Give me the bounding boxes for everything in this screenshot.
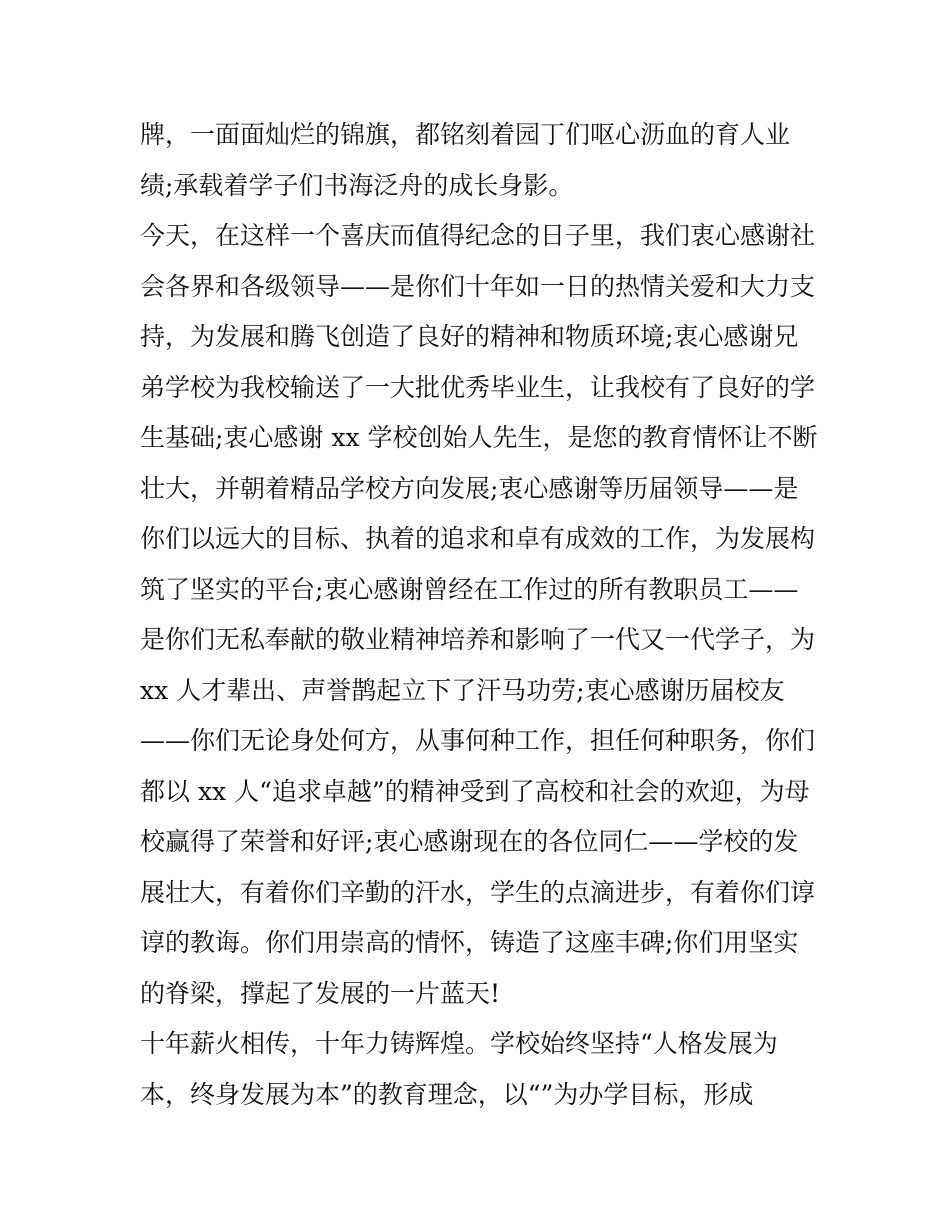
text-line: 的脊梁，撑起了发展的一片蓝天!	[140, 978, 501, 1008]
text-line: 本，终身发展为本”的教育理念，以“”为办学目标，形成	[140, 1079, 754, 1109]
text-line: 展壮大，有着你们辛勤的汗水，学生的点滴进步，有着你们谆	[140, 877, 816, 907]
text-line: 壮大，并朝着精品学校方向发展;衷心感谢等历届领导——是	[140, 473, 799, 503]
text-line: 会各界和各级领导——是你们十年如一日的热情关爱和大力支	[140, 271, 816, 301]
text-line: 生基础;衷心感谢 xx 学校创始人先生，是您的教育情怀让不断	[140, 423, 818, 452]
text-line: 你们以远大的目标、执着的追求和卓有成效的工作，为发展构	[140, 524, 816, 553]
text-line: 校赢得了荣誉和好评;衷心感谢现在的各位同仁——学校的发	[140, 827, 799, 856]
text-line: 绩;承载着学子们书海泛舟的成长身影。	[140, 170, 574, 200]
text-line: 都以 xx 人“追求卓越”的精神受到了高校和社会的欢迎，为母	[140, 776, 810, 806]
text-line: ——你们无论身处何方，从事何种工作，担任何种职务，你们	[140, 726, 816, 755]
text-line: xx 人才辈出、声誉鹊起立下了汗马功劳;衷心感谢历届校友	[140, 675, 785, 705]
text-line: 持，为发展和腾飞创造了良好的精神和物质环境;衷心感谢兄	[140, 322, 799, 351]
text-line: 牌，一面面灿烂的锦旗，都铭刻着园丁们呕心沥血的育人业	[140, 120, 791, 149]
text-line: 筑了坚实的平台;衷心感谢曾经在工作过的所有教职员工——	[140, 574, 799, 604]
text-line: 弟学校为我校输送了一大批优秀毕业生，让我校有了良好的学	[140, 372, 816, 402]
text-line: 今天，在这样一个喜庆而值得纪念的日子里，我们衷心感谢社	[140, 221, 816, 250]
text-line: 十年薪火相传，十年力铸辉煌。学校始终坚持“人格发展为	[140, 1029, 778, 1058]
text-line: 谆的教诲。你们用崇高的情怀，铸造了这座丰碑;你们用坚实	[140, 928, 799, 957]
text-line: 是你们无私奉献的敬业精神培养和影响了一代又一代学子，为	[140, 625, 816, 654]
body-text	[140, 110, 820, 1120]
